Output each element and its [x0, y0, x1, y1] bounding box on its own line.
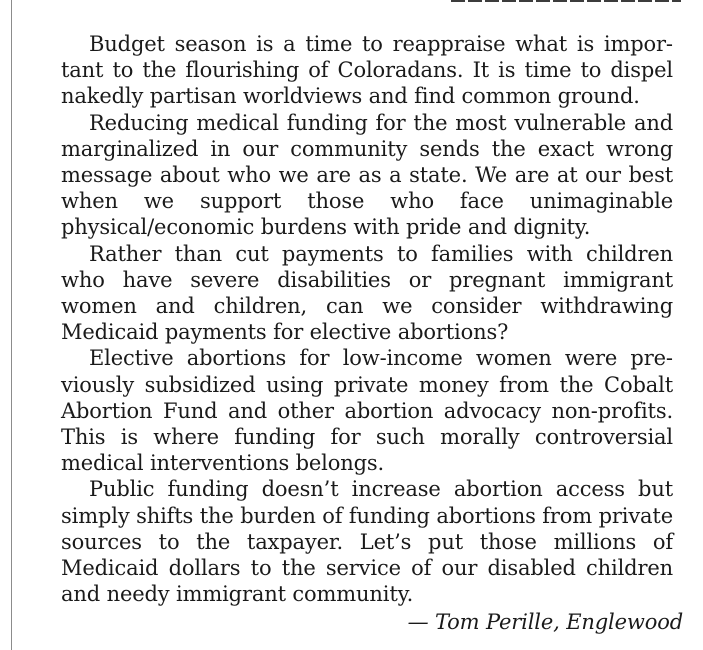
cropped-previous-line: [451, 0, 681, 8]
letter-body: [61, 31, 673, 607]
paragraph-3: Rather than cut payments to families with children who have severe disabilities or pregnant immigrant women and children, can we consider withdrawing Medicaid payments for elective abortions?: [61, 241, 673, 345]
column-rule: [11, 0, 12, 650]
paragraph-5: Public funding doesn’t increase abortion access but simply shifts the burden of funding abortions from private sources to the taxpayer. Let’s put those millions of Medicaid dollars to the service of our disabled children and needy immigrant community.: [61, 477, 673, 607]
paragraph-1: Budget season is a time to reappraise what is important to the flourishing of Coloradans. It is time to dispel nakedly partisan worldviews and find common ground.: [61, 32, 673, 109]
letter-signature: — Tom Perille, Englewood: [407, 610, 683, 634]
paragraph-4: Elective abortions for low-income women were previously subsidized using private money from the Cobalt Abortion Fund and other abortion advocacy non-profits. This is where funding for such morally controversial medical interventions belongs.: [61, 346, 673, 476]
paragraph-2: Reducing medical funding for the most vulnerable and marginalized in our community sends the exact wrong message about who we are as a state. We are at our best when we support those who face unimaginable physical/economic burdens with pride and dignity.: [61, 110, 673, 240]
